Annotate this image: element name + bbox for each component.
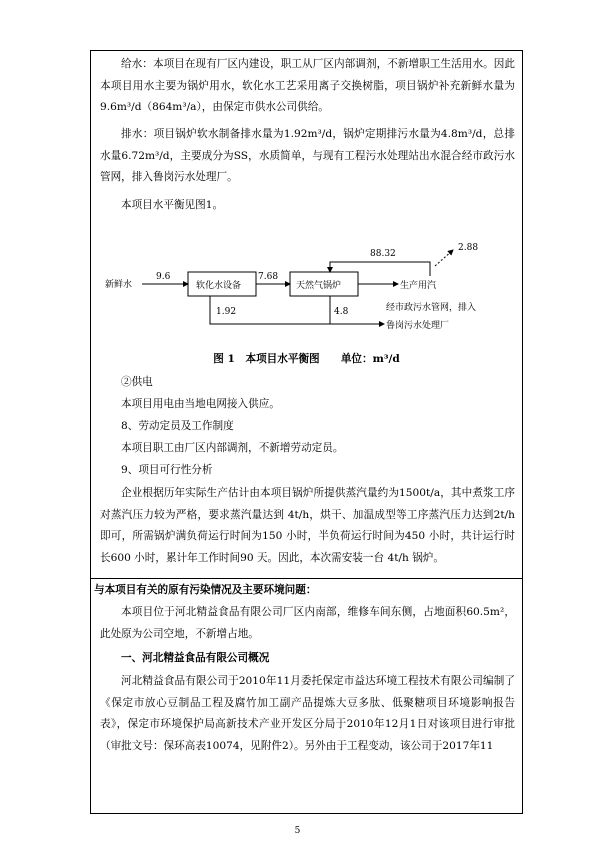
flow-value-soft-out: 7.68: [258, 272, 279, 282]
labor-paragraph: 本项目职工由厂区内部调剂，不新增劳动定员。: [121, 442, 344, 454]
section-company: 一、河北精益食品有限公司概况: [121, 652, 270, 664]
figure-caption: 图 1 本项目水平衡图 单位：m³/d: [213, 353, 400, 365]
flow-return-loop: [330, 262, 430, 276]
destination-line1: 经市政污水管网，排入: [386, 303, 477, 313]
flow-value-loss: 2.88: [458, 243, 479, 253]
flow-loss: [435, 250, 453, 266]
section-divider: [90, 578, 523, 579]
page-number: 5: [294, 826, 301, 836]
softener-label: 软化水设备: [196, 281, 242, 291]
section-feasibility: 9、项目可行性分析: [121, 464, 213, 476]
water-supply-paragraph: 给水：本项目在现有厂区内建设，职工从厂区内部调剂，不新增职工生活用水。因此本项目用水主要为锅炉用水，软化水工艺采用离子交换树脂，项目锅炉补充新鲜水量为9.6m³/d（864m³/a），由保定市供水公司供给。: [100, 58, 515, 113]
flow-value-return: 88.32: [370, 249, 396, 259]
boiler-label: 天然气锅炉: [296, 281, 342, 291]
fresh-water-label: 新鲜水: [105, 280, 133, 290]
steam-label: 生产用汽: [400, 281, 437, 291]
env-heading: 与本项目有关的原有污染情况及主要环境问题：: [94, 584, 317, 596]
flow-value-boiler-drain: 4.8: [334, 307, 349, 317]
company-paragraph: 河北精益食品有限公司于2010年11月委托保定市益达环境工程技术有限公司编制了《保定市放心豆制品工程及腐竹加工副产品提炼大豆多肽、低聚糖项目环境影响报告表》，保定市环境保护局高新技术产业开发区分局于2010年12月1日对该项目进行审批（审批文号：保环高表10074，见附件2）。另外由于工程变动，该公司于2017年11: [100, 675, 515, 752]
feasibility-paragraph: 企业根据历年实际生产估计由本项目锅炉所提供蒸汽量约为1500t/a，其中煮浆工序对蒸汽压力较为严格，要求蒸汽量达到 4t/h，烘干、加温成型等工序蒸汽压力达到2t/h即可，所需锅炉满负荷运行时间为150 小时，半负荷运行时间为450 小时，共计运行时长600 小时，累计年工作时间90 天。因此，本次需安装一台 4t/h 锅炉。: [100, 487, 515, 564]
drainage-paragraph: 排水：项目锅炉软水制备排水量为1.92m³/d，锅炉定期排污水量为4.8m³/d，总排水量6.72m³/d，主要成分为SS，水质简单，与现有工程污水处理站出水混合经市政污水管网，排入鲁岗污水处理厂。: [100, 128, 515, 183]
section-power: ②供电: [121, 376, 153, 388]
env-paragraph: 本项目位于河北精益食品有限公司厂区内南部，维修车间东侧，占地面积60.5m²，此处原为公司空地，不新增占地。: [100, 606, 515, 640]
section-labor: 8、劳动定员及工作制度: [121, 420, 234, 432]
flow-value-soft-drain: 1.92: [216, 307, 237, 317]
power-paragraph: 本项目用电由当地电网接入供应。: [121, 398, 280, 410]
water-balance-intro: 本项目水平衡见图1。: [121, 199, 224, 211]
flow-value-in: 9.6: [156, 272, 171, 282]
water-balance-diagram: [100, 232, 500, 336]
destination-line2: 鲁岗污水处理厂: [386, 321, 450, 331]
